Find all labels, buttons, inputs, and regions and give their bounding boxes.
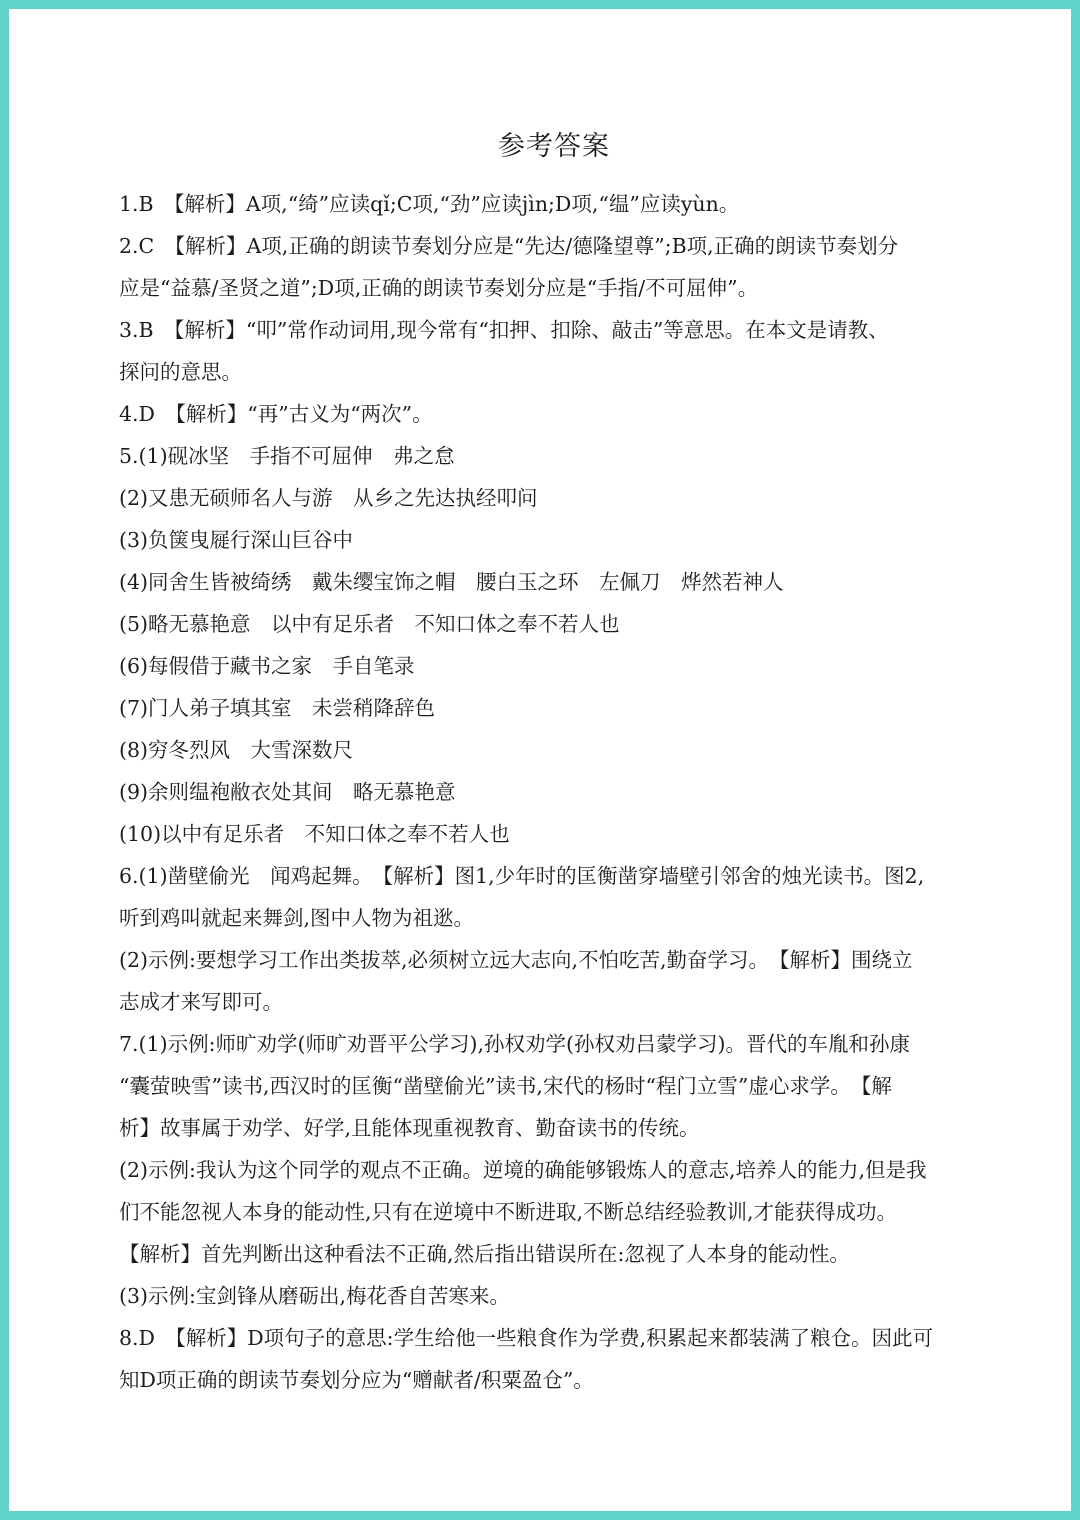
answer-line: 3.B 【解析】“叩”常作动词用,现今常有“扣押、扣除、敲击”等意思。在本文是请教、 <box>119 318 889 342</box>
answer-line: (10)以中有足乐者 不知口体之奉不若人也 <box>119 822 510 846</box>
answer-line: 知D项正确的朗读节奏划分应为“赠献者/积粟盈仓”。 <box>119 1368 594 1392</box>
answer-line: (8)穷冬烈风 大雪深数尺 <box>119 738 354 762</box>
answer-line: 7.(1)示例:师旷劝学(师旷劝晋平公学习),孙权劝学(孙权劝吕蒙学习)。晋代的车胤和孙康 <box>119 1032 911 1056</box>
answer-line: (6)每假借于藏书之家 手自笔录 <box>119 654 415 678</box>
answer-line: (2)示例:我认为这个同学的观点不正确。逆境的确能够锻炼人的意志,培养人的能力,但是我 <box>119 1158 927 1182</box>
answer-line: (9)余则缊袍敝衣处其间 略无慕艳意 <box>119 780 456 804</box>
answer-line: (3)示例:宝剑锋从磨砺出,梅花香自苦寒来。 <box>119 1284 510 1308</box>
answer-line: 8.D 【解析】D项句子的意思:学生给他一些粮食作为学费,积累起来都装满了粮仓。因此可 <box>119 1326 934 1350</box>
answer-line: 1.B 【解析】A项,“绮”应读qǐ;C项,“劲”应读jìn;D项,“缊”应读yùn。 <box>119 192 740 216</box>
answer-line: 探问的意思。 <box>119 360 242 384</box>
answer-line: (2)又患无硕师名人与游 从乡之先达执经叩问 <box>119 486 538 510</box>
answer-line: 2.C 【解析】A项,正确的朗读节奏划分应是“先达/德隆望尊”;B项,正确的朗读节奏划分 <box>119 234 899 258</box>
answer-line: (5)略无慕艳意 以中有足乐者 不知口体之奉不若人也 <box>119 612 620 636</box>
answer-line: 析】故事属于劝学、好学,且能体现重视教育、勤奋读书的传统。 <box>119 1116 700 1140</box>
answer-line: 们不能忽视人本身的能动性,只有在逆境中不断进取,不断总结经验教训,才能获得成功。 <box>119 1200 898 1224</box>
answer-content <box>119 125 989 1401</box>
answer-line: “囊萤映雪”读书,西汉时的匡衡“凿壁偷光”读书,宋代的杨时“程门立雪”虚心求学。 【解 <box>119 1074 892 1098</box>
answer-line: 志成才来写即可。 <box>119 990 283 1014</box>
answer-line: 【解析】首先判断出这种看法不正确,然后指出错误所在:忽视了人本身的能动性。 <box>119 1242 850 1266</box>
answer-line: 5.(1)砚冰坚 手指不可屈伸 弗之怠 <box>119 444 455 468</box>
answer-line: (4)同舍生皆被绮绣 戴朱缨宝饰之帽 腰白玉之环 左佩刀 烨然若神人 <box>119 570 784 594</box>
answer-line: 6.(1)凿壁偷光 闻鸡起舞。 【解析】图1,少年时的匡衡凿穿墙壁引邻舍的烛光读书。图2, <box>119 864 925 888</box>
answer-line: (2)示例:要想学习工作出类拔萃,必须树立远大志向,不怕吃苦,勤奋学习。 【解析】围绕立 <box>119 948 913 972</box>
answer-line: 4.D 【解析】“再”古义为“两次”。 <box>119 402 433 426</box>
answer-line: 听到鸡叫就起来舞剑,图中人物为祖逖。 <box>119 906 475 930</box>
answer-line: (7)门人弟子填其室 未尝稍降辞色 <box>119 696 436 720</box>
page-title: 参考答案 <box>498 131 610 162</box>
answer-line: 应是“益慕/圣贤之道”;D项,正确的朗读节奏划分应是“手指/不可屈伸”。 <box>119 276 759 300</box>
answer-line: (3)负箧曳屣行深山巨谷中 <box>119 528 354 552</box>
